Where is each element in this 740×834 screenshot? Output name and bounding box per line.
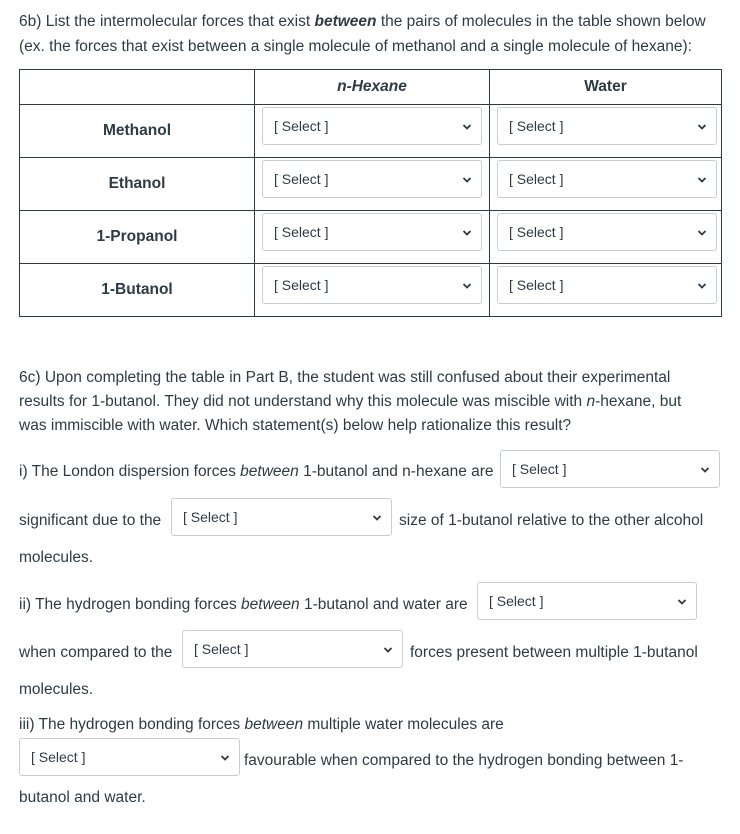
select-methanol-hexane[interactable]: [ Select ] [262,107,482,145]
chevron-down-icon [220,753,230,763]
select-stmt-ii-strength[interactable]: [ Select ] [477,582,697,620]
chevron-down-icon [697,175,707,185]
table-header-row [20,70,722,105]
table-row [20,264,722,317]
chevron-down-icon [462,175,472,185]
col-header-water: Water [490,70,722,105]
select-stmt-ii-comparison[interactable]: [ Select ] [182,630,403,668]
row-label-methanol: Methanol [20,105,255,158]
chevron-down-icon [462,228,472,238]
stmt-ii-line1: ii) The hydrogen bonding forces between 1-butanol and water are [19,596,468,613]
stmt-ii-line2-pre: when compared to the [19,644,173,661]
q6c-line1: 6c) Upon completing the table in Part B, the student was still confused about their experimental [19,369,671,386]
stmt-iii-line1: iii) The hydrogen bonding forces between multiple water molecules are [19,716,504,733]
chevron-down-icon [697,228,707,238]
select-stmt-iii-favourability[interactable]: [ Select ] [19,738,240,776]
chevron-down-icon [372,513,382,523]
row-label-butanol: 1-Butanol [20,264,255,317]
table-row [20,211,722,264]
stmt-iii-line3: butanol and water. [19,789,146,806]
stmt-iii-line2-post: favourable when compared to the hydrogen bonding between 1- [244,752,684,769]
row-label-ethanol: Ethanol [20,158,255,211]
col-header-hexane: n-Hexane [255,70,490,105]
q6b-text-a: 6b) List the intermolecular forces that exist [19,13,315,30]
q6c-line3: was immiscible with water. Which statement(s) below help rationalize this result? [19,417,572,434]
select-stmt-i-size[interactable]: [ Select ] [171,498,392,536]
q6c-line2: results for 1-butanol. They did not understand why this molecule was miscible with n-hexane, but [19,393,682,410]
select-propanol-water[interactable]: [ Select ] [497,213,717,251]
forces-table [19,69,722,317]
q6b-emphasis: between [314,13,377,30]
q6b-text-b: the pairs of molecules in the table shown below [376,13,706,30]
stmt-ii-line2-post: forces present between multiple 1-butanol [410,644,698,661]
select-propanol-hexane[interactable]: [ Select ] [262,213,482,251]
select-ethanol-water[interactable]: [ Select ] [497,160,717,198]
chevron-down-icon [697,122,707,132]
stmt-i-line2-pre: significant due to the [19,512,162,529]
row-label-propanol: 1-Propanol [20,211,255,264]
stmt-ii-line3: molecules. [19,681,94,698]
stmt-i-line3: molecules. [19,549,94,566]
chevron-down-icon [383,645,393,655]
select-butanol-water[interactable]: [ Select ] [497,266,717,304]
table-corner [20,70,255,105]
q6b-line1 [19,12,706,32]
chevron-down-icon [462,281,472,291]
chevron-down-icon [697,281,707,291]
select-butanol-hexane[interactable]: [ Select ] [262,266,482,304]
table-row [20,105,722,158]
stmt-i-line2-post: size of 1-butanol relative to the other alcohol [399,512,704,529]
stmt-i-line1: i) The London dispersion forces between 1-butanol and n-hexane are [19,463,494,480]
select-ethanol-hexane[interactable]: [ Select ] [262,160,482,198]
table-row [20,158,722,211]
select-stmt-i-significance[interactable]: [ Select ] [500,450,720,488]
chevron-down-icon [462,122,472,132]
chevron-down-icon [700,465,710,475]
chevron-down-icon [677,597,687,607]
select-methanol-water[interactable]: [ Select ] [497,107,717,145]
q6b-line2: (ex. the forces that exist between a single molecule of methanol and a single molecule of hexane): [19,38,692,55]
